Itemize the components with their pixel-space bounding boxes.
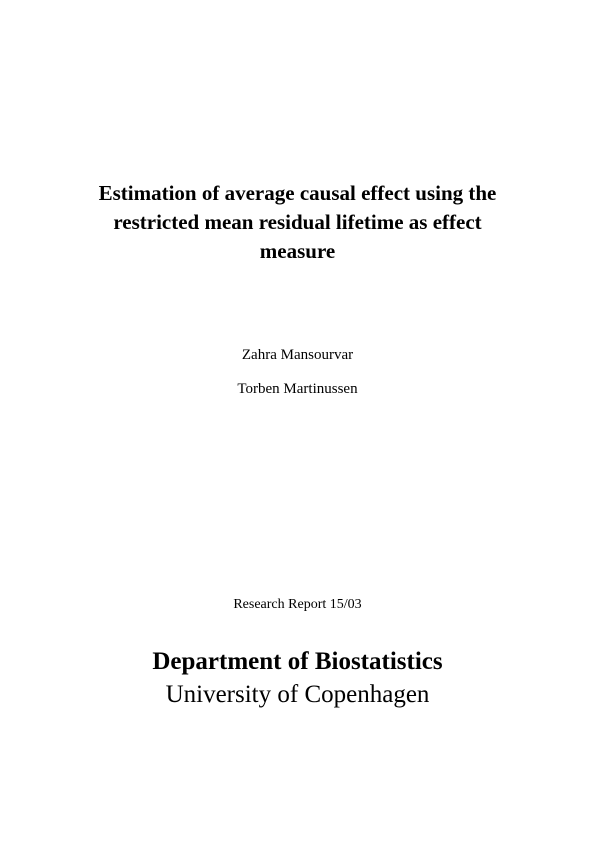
- paper-title-line-3: measure: [259, 239, 336, 263]
- university-name: University of Copenhagen: [165, 681, 430, 708]
- author-name: Torben Martinussen: [237, 381, 358, 397]
- report-number: Research Report 15/03: [233, 597, 362, 612]
- author-name: Zahra Mansourvar: [241, 347, 354, 363]
- paper-title-line-1: Estimation of average causal effect using the: [98, 181, 497, 205]
- paper-title: [40, 179, 555, 266]
- paper-title-line-2: restricted mean residual lifetime as effect: [113, 210, 482, 234]
- department-name: Department of Biostatistics: [152, 648, 443, 675]
